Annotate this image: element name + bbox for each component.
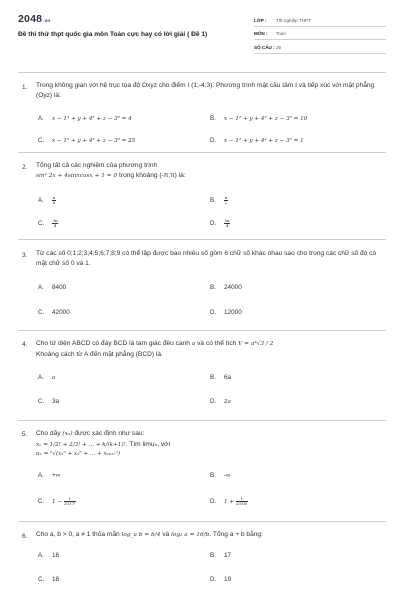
option-value: 18 (52, 576, 60, 583)
option-c[interactable] (38, 398, 59, 405)
option-value: -∞ (224, 472, 231, 479)
option-letter: D. (210, 398, 217, 405)
option-b[interactable] (210, 284, 242, 291)
option-value: 24000 (224, 284, 242, 291)
fraction-numerator: 1 (64, 497, 76, 502)
meta-row-class (254, 15, 386, 27)
option-letter: B. (210, 284, 216, 291)
question-number: 2. (22, 164, 28, 171)
question-text: Trong không gian với hệ trục tọa độ Oxyz cho điểm I (1;-4;3). Phương trình mặt cầu tâm I và tiếp xúc với mặt phẳng (Oyz) là: (36, 82, 375, 99)
question-text-line: Khoảng cách từ A đến mặt phẳng (BCD) là. (36, 350, 163, 358)
fraction-denominator: 2018! (235, 501, 248, 506)
option-letter: A. (38, 552, 44, 559)
option-value: 3a (52, 398, 60, 405)
question-number: 1. (22, 84, 28, 91)
option-letter: D. (210, 498, 217, 506)
option-value: 8400 (52, 284, 67, 291)
meta-value: 26 (276, 44, 282, 50)
option-letter: C. (38, 398, 45, 405)
option-value: x − 1² + y + 4² + z − 3² = 10 (224, 116, 308, 122)
question-number: 5. (22, 431, 28, 438)
option-fraction (224, 196, 228, 205)
question-text-suffix: . Tổng a + b bằng: (209, 531, 263, 538)
meta-row-subject (254, 29, 386, 41)
meta-label: MÔN : (254, 31, 268, 37)
option-b[interactable] (210, 374, 231, 381)
option-value: 17 (224, 552, 232, 559)
option-fraction (52, 219, 58, 228)
question-number: 4. (22, 341, 28, 348)
question-text-part: Cho dãy (36, 430, 63, 437)
option-d[interactable] (210, 398, 231, 405)
question-formula: log_a b = b/4 (121, 532, 161, 538)
option-letter: D. (210, 137, 217, 144)
option-a[interactable] (38, 472, 60, 479)
option-fraction (64, 497, 76, 506)
option-b[interactable] (210, 115, 307, 122)
option-b[interactable] (210, 196, 228, 205)
document-title: Đề thi thử thpt quốc gia môn Toán cực hay có lời giải ( Đề 1) (18, 31, 208, 38)
question-6 (18, 521, 386, 591)
fraction-numerator: π (52, 195, 56, 200)
option-letter: D. (210, 576, 217, 583)
meta-value: Toán (276, 31, 286, 37)
option-letter: A. (38, 197, 44, 205)
fraction-numerator: 1 (236, 497, 248, 502)
option-d[interactable] (210, 309, 242, 316)
site-logo[interactable] (18, 13, 50, 25)
question-text-part: Cho tứ diện ABCD có đáy BCD là tam giác đều cạnh (36, 340, 192, 347)
question-text (36, 429, 381, 460)
option-b[interactable] (210, 472, 231, 479)
document-meta (254, 15, 386, 56)
option-letter: B. (210, 472, 216, 479)
option-c[interactable] (38, 309, 70, 316)
question-formula: V = a³√3 / 2 (238, 341, 274, 347)
option-letter: C. (38, 137, 45, 144)
question-text (36, 161, 381, 181)
question-text (36, 339, 381, 359)
meta-label: SỐ CÂU : (254, 44, 275, 50)
option-value: 2a (224, 399, 231, 405)
option-letter: C. (38, 220, 45, 228)
fraction-numerator: 5π (224, 218, 230, 223)
question-formula: uₙ = ⁿ√(x₁ⁿ + x₂ⁿ + ... + x₂₀₁₇ⁿ) (36, 451, 121, 458)
option-letter: B. (210, 115, 216, 122)
option-value: 16 (52, 552, 60, 559)
option-value: 19 (224, 576, 232, 583)
question-text-line: Tổng tất cả các nghiệm của phương trình (36, 162, 158, 169)
question-text-part: được xác định như sau: (72, 430, 145, 437)
option-letter: B. (210, 197, 216, 205)
option-value: 1 − (52, 499, 63, 506)
option-letter: C. (38, 576, 45, 583)
option-letter: A. (38, 115, 44, 122)
option-value: a (52, 375, 56, 381)
option-value: 12000 (224, 309, 242, 316)
option-letter: C. (38, 498, 45, 506)
option-b[interactable] (210, 552, 231, 559)
option-d[interactable] (210, 576, 231, 583)
option-c[interactable] (38, 137, 135, 144)
question-number: 6. (22, 533, 28, 540)
option-a[interactable] (38, 115, 132, 122)
option-value: x − 1² + y + 4² + z − 3² = 4 (52, 116, 132, 122)
option-letter: A. (38, 472, 44, 479)
fraction-denominator: 4 (52, 200, 56, 205)
question-variable: a (191, 341, 196, 347)
meta-value: Tốt nghiệp THPT (276, 17, 311, 23)
fraction-numerator: 3π (52, 218, 58, 223)
option-letter: D. (210, 220, 217, 228)
question-formula: xₙ = 1/2! + 2/3! + ... + k/(k+1)! (36, 441, 126, 448)
question-formula: sin² 2x + 4sinxcosx + 1 = 0 (36, 172, 118, 179)
option-value: +∞ (52, 472, 61, 479)
option-value: 42000 (52, 309, 70, 316)
option-d[interactable] (210, 137, 304, 144)
option-d[interactable] (210, 219, 230, 228)
question-2 (18, 152, 386, 239)
question-5 (18, 420, 386, 521)
option-letter: B. (210, 552, 216, 559)
option-a[interactable] (38, 552, 59, 559)
question-formula: log₂ a = 16/b (171, 532, 210, 538)
option-fraction (236, 497, 248, 506)
option-value: 6a (224, 374, 232, 381)
option-c[interactable] (38, 576, 59, 583)
question-3 (18, 239, 386, 330)
option-fraction (224, 219, 230, 228)
meta-row-question-count (254, 42, 386, 54)
option-letter: C. (38, 309, 45, 316)
option-a[interactable] (38, 196, 56, 205)
question-text: Từ các số 0;1;2;3;4;5;6;7;8;9 có thể lập được bao nhiêu số gồm 6 chữ số khác nhau sao cho trong các chữ số đó có mặt chữ số 0 và 1. (36, 250, 377, 267)
logo-text: 2048 (18, 13, 43, 25)
question-formula: (xₙ) (62, 431, 73, 437)
logo-suffix: .vn (43, 18, 51, 23)
option-value: x − 1² + y + 4² + z − 3² = 1 (224, 138, 304, 144)
option-letter: B. (210, 374, 216, 381)
meta-label: LỚP : (254, 17, 267, 23)
option-a[interactable] (38, 284, 66, 291)
fraction-denominator: 2 (224, 200, 228, 205)
option-letter: A. (38, 284, 44, 291)
question-text-part: và có thể tích (195, 340, 239, 347)
document-header (18, 12, 386, 60)
option-c[interactable] (38, 497, 76, 506)
question-number: 3. (22, 252, 28, 259)
option-d[interactable] (210, 497, 248, 506)
fraction-denominator: 4 (225, 223, 229, 228)
option-fraction (52, 196, 56, 205)
question-text-suffix: . Tìm limuₙ, với (125, 440, 170, 448)
option-c[interactable] (38, 219, 58, 228)
option-value: x − 1² + y + 4² + z − 3² = 25 (52, 138, 136, 144)
option-letter: A. (38, 374, 44, 381)
option-letter: D. (210, 309, 217, 316)
question-text: Cho a, b > 0, a ≠ 1 thỏa mãn log_a b = b/4 và log₂ a = 16/b. Tổng a + b bằng: (36, 531, 263, 538)
question-text-suffix: trong khoảng (-π;π) là: (117, 171, 186, 179)
option-value: 1 + (224, 499, 235, 506)
fraction-numerator: π (224, 195, 228, 200)
fraction-denominator: 2017! (63, 501, 76, 506)
fraction-denominator: 4 (53, 223, 57, 228)
option-a[interactable] (38, 374, 55, 381)
question-4 (18, 330, 386, 420)
question-1 (18, 72, 386, 152)
questions-list (18, 72, 386, 591)
